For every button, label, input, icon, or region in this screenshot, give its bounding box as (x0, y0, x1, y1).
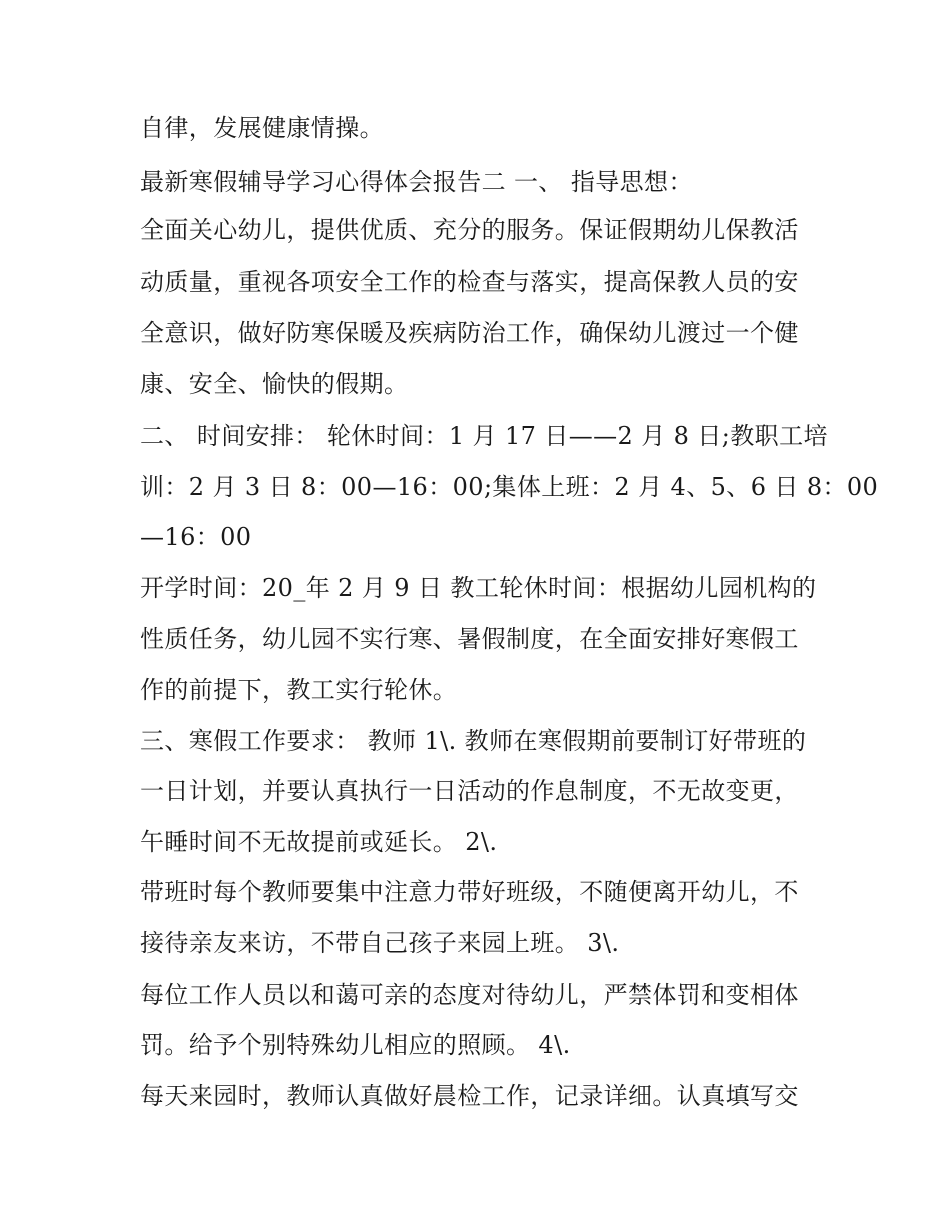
text-line: 作的前提下，教工实行轮休。 (140, 676, 458, 704)
text-line: 三、寒假工作要求： 教师 1\. 教师在寒假期前要制订好带班的 (140, 727, 807, 755)
text-line: 一日计划，并要认真执行一日活动的作息制度，不无故变更， (140, 777, 799, 805)
text-line: 带班时每个教师要集中注意力带好班级，不随便离开幼儿，不 (140, 878, 799, 906)
text-line: 全意识，做好防寒保暖及疾病防治工作，确保幼儿渡过一个健 (140, 319, 799, 347)
text-line: 最新寒假辅导学习心得体会报告二 一、 指导思想： (140, 168, 693, 196)
text-line: 每天来园时，教师认真做好晨检工作，记录详细。认真填写交 (140, 1082, 799, 1110)
text-line: 自律，发展健康情操。 (140, 114, 384, 142)
text-line: 性质任务，幼儿园不实行寒、暑假制度，在全面安排好寒假工 (140, 625, 799, 653)
text-line: 每位工作人员以和蔼可亲的态度对待幼儿，严禁体罚和变相体 (140, 981, 799, 1009)
text-line: 训：2 月 3 日 8：00—16：00;集体上班：2 月 4、5、6 日 8：00 (140, 473, 879, 501)
text-line: 开学时间：20_年 2 月 9 日 教工轮休时间：根据幼儿园机构的 (140, 574, 817, 602)
text-line: 二、 时间安排： 轮休时间：1 月 17 日——2 月 8 日;教职工培 (140, 422, 828, 450)
text-line: 罚。给予个别特殊幼儿相应的照顾。 4\. (140, 1031, 571, 1059)
text-line: 午睡时间不无故提前或延长。 2\. (140, 828, 498, 856)
text-line: 康、安全、愉快的假期。 (140, 370, 409, 398)
text-line: 全面关心幼儿，提供优质、充分的服务。保证假期幼儿保教活 (140, 216, 799, 244)
text-line: —16：00 (140, 523, 252, 551)
text-line: 接待亲友来访，不带自己孩子来园上班。 3\. (140, 929, 620, 957)
text-line: 动质量，重视各项安全工作的检查与落实，提高保教人员的安 (140, 268, 799, 296)
